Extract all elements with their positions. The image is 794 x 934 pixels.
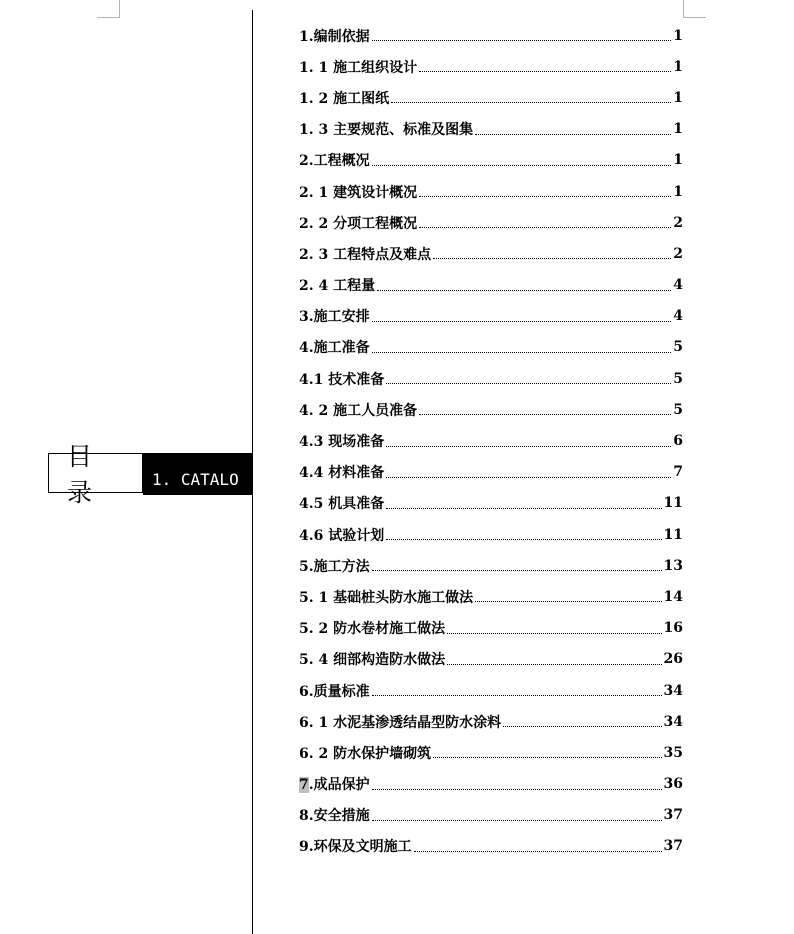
toc-item[interactable]	[299, 176, 683, 207]
toc-label: 6. 2 防水保护墙砌筑	[299, 745, 432, 762]
toc-item[interactable]	[299, 800, 683, 831]
toc-leader-dots	[386, 446, 671, 447]
toc-label: 2. 2 分项工程概况	[299, 215, 418, 232]
toc-leader-dots	[372, 321, 672, 322]
toc-label: 1. 2 施工图纸	[299, 90, 390, 107]
toc-label: 4.3 现场准备	[299, 434, 385, 451]
toc-page: 34	[663, 713, 683, 730]
toc-label: 1. 3 主要规范、标准及图集	[299, 122, 474, 139]
toc-page: 1	[673, 152, 683, 169]
toc-label: 3.施工安排	[299, 309, 370, 326]
toc-leader-dots	[433, 757, 661, 758]
toc-page: 1	[673, 27, 683, 44]
toc-page: 1	[673, 121, 683, 138]
toc-label: 4.1 技术准备	[299, 371, 385, 388]
toc-page: 5	[673, 370, 683, 387]
toc-leader-dots	[419, 227, 671, 228]
toc-leader-dots	[475, 134, 671, 135]
toc-leader-dots	[372, 570, 662, 571]
toc-item[interactable]	[299, 238, 683, 269]
crop-mark-top-left	[97, 0, 120, 18]
catalog-title-cn: 目 录	[48, 453, 143, 493]
toc-item[interactable]	[299, 20, 683, 51]
toc-label: 4.6 试验计划	[299, 527, 385, 544]
toc-leader-dots	[414, 851, 662, 852]
toc-leader-dots	[372, 40, 672, 41]
toc-page: 11	[663, 526, 683, 543]
toc-item[interactable]	[299, 457, 683, 488]
toc-leader-dots	[372, 165, 672, 166]
toc-label: 6. 1 水泥基渗透结晶型防水涂料	[299, 714, 502, 731]
toc-item[interactable]	[299, 332, 683, 363]
toc-leader-dots	[419, 71, 671, 72]
toc-page: 37	[663, 807, 683, 824]
toc-label: 2.工程概况	[299, 153, 370, 170]
toc-label: 9.环保及文明施工	[299, 839, 412, 856]
crop-mark-top-right	[683, 0, 706, 18]
toc-label: 1. 1 施工组织设计	[299, 59, 418, 76]
toc-leader-dots	[386, 508, 661, 509]
toc-label: 4.5 机具准备	[299, 496, 385, 513]
toc-page: 34	[663, 682, 683, 699]
toc-label: 5. 1 基础桩头防水施工做法	[299, 589, 474, 606]
toc-leader-dots	[503, 726, 661, 727]
toc-label: 1.编制依据	[299, 28, 370, 45]
toc-item[interactable]	[299, 488, 683, 519]
toc-leader-dots	[372, 789, 662, 790]
toc-page: 2	[673, 245, 683, 262]
toc-page: 13	[663, 557, 683, 574]
toc-item[interactable]	[299, 363, 683, 394]
toc-page: 5	[673, 339, 683, 356]
toc-leader-dots	[419, 196, 671, 197]
toc-item[interactable]	[299, 831, 683, 862]
toc-leader-dots	[475, 601, 661, 602]
highlighted-number: 7	[299, 777, 309, 794]
toc-page: 1	[673, 89, 683, 106]
toc-page: 2	[673, 214, 683, 231]
toc-item[interactable]	[299, 394, 683, 425]
toc-page: 37	[663, 838, 683, 855]
toc-page: 7	[673, 464, 683, 481]
toc-leader-dots	[447, 664, 661, 665]
toc-item[interactable]	[299, 519, 683, 550]
toc-label: 2. 4 工程量	[299, 278, 376, 295]
toc-item[interactable]	[299, 114, 683, 145]
toc-page: 11	[663, 495, 683, 512]
toc-page: 1	[673, 183, 683, 200]
toc-leader-dots	[377, 290, 671, 291]
toc-item[interactable]	[299, 769, 683, 800]
toc-page: 4	[673, 308, 683, 325]
toc-item[interactable]	[299, 207, 683, 238]
toc-leader-dots	[386, 383, 671, 384]
toc-leader-dots	[372, 695, 662, 696]
table-of-contents	[299, 20, 683, 862]
toc-label: 8.安全措施	[299, 808, 370, 825]
toc-leader-dots	[433, 258, 671, 259]
toc-label-text: .成品保护	[308, 777, 370, 794]
toc-item[interactable]	[299, 550, 683, 581]
toc-leader-dots	[419, 414, 671, 415]
toc-label: 4.4 材料准备	[299, 465, 385, 482]
toc-label	[299, 774, 370, 794]
toc-page: 26	[663, 651, 683, 668]
toc-item[interactable]	[299, 145, 683, 176]
toc-item[interactable]	[299, 644, 683, 675]
toc-item[interactable]	[299, 82, 683, 113]
toc-page: 14	[663, 588, 683, 605]
toc-label: 4.施工准备	[299, 340, 370, 357]
toc-leader-dots	[391, 102, 671, 103]
toc-item[interactable]	[299, 675, 683, 706]
toc-label: 6.质量标准	[299, 683, 370, 700]
toc-page: 1	[673, 58, 683, 75]
toc-label: 5. 4 细部构造防水做法	[299, 652, 446, 669]
toc-item[interactable]	[299, 737, 683, 768]
toc-label: 2. 1 建筑设计概况	[299, 184, 418, 201]
toc-leader-dots	[447, 633, 661, 634]
catalog-title	[48, 442, 253, 507]
toc-label: 4. 2 施工人员准备	[299, 402, 418, 419]
toc-item[interactable]	[299, 706, 683, 737]
toc-page: 5	[673, 401, 683, 418]
toc-label: 2. 3 工程特点及难点	[299, 246, 432, 263]
toc-item[interactable]	[299, 613, 683, 644]
toc-leader-dots	[386, 539, 661, 540]
catalog-title-en: 1. CATALO	[143, 453, 253, 495]
toc-page: 6	[673, 433, 683, 450]
toc-page: 35	[663, 744, 683, 761]
toc-item[interactable]	[299, 301, 683, 332]
toc-page: 4	[673, 277, 683, 294]
toc-page: 36	[663, 776, 683, 793]
toc-label: 5. 2 防水卷材施工做法	[299, 621, 446, 638]
toc-leader-dots	[372, 352, 672, 353]
toc-item[interactable]	[299, 425, 683, 456]
toc-leader-dots	[386, 477, 671, 478]
toc-leader-dots	[372, 820, 662, 821]
toc-item[interactable]	[299, 270, 683, 301]
toc-label: 5.施工方法	[299, 558, 370, 575]
toc-item[interactable]	[299, 51, 683, 82]
toc-item[interactable]	[299, 581, 683, 612]
toc-page: 16	[663, 620, 683, 637]
